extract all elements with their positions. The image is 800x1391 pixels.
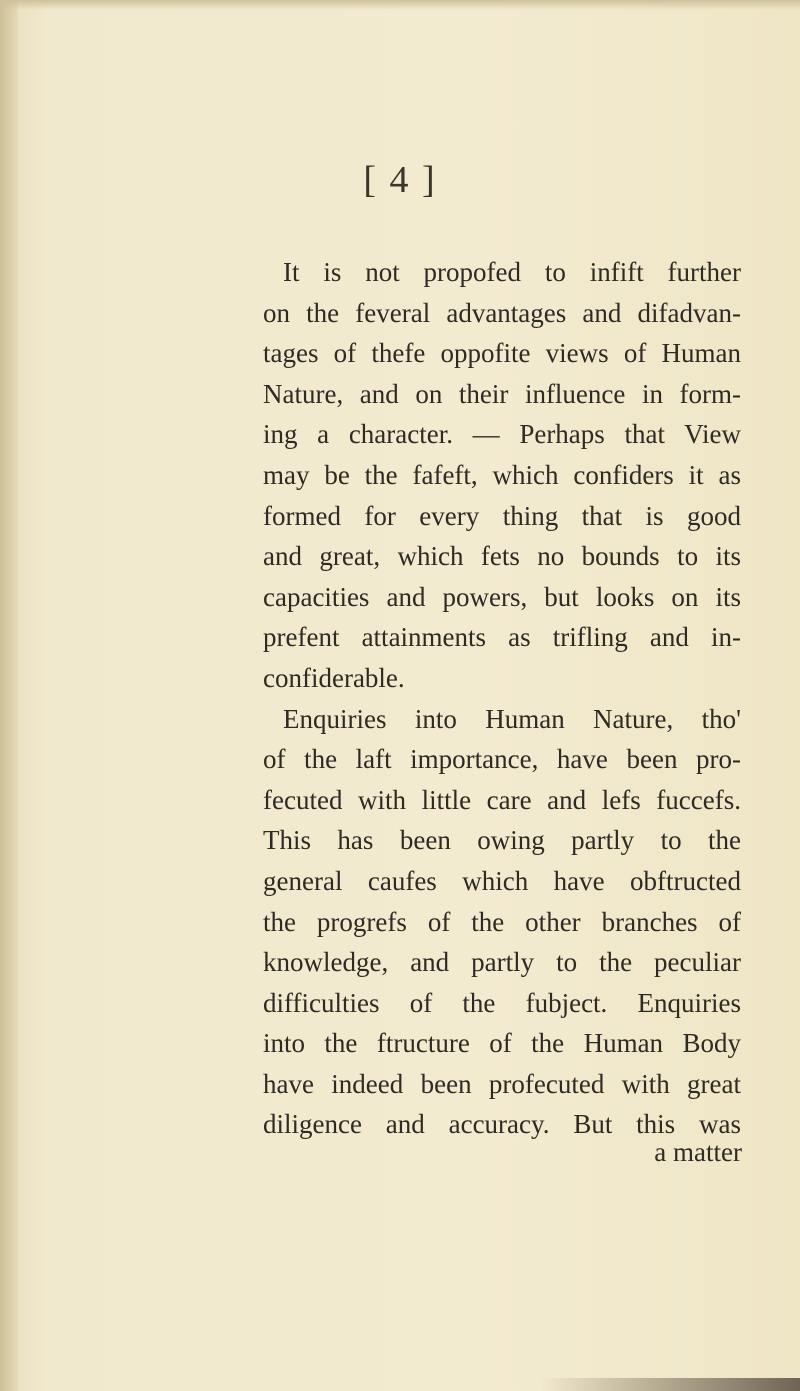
text-line: of the laft importance, have been pro-: [263, 744, 741, 775]
text-line: general caufes which have obftructed: [263, 865, 741, 896]
text-line: may be the fafeft, which confiders it as: [263, 459, 741, 490]
body-text: [263, 252, 741, 1145]
text-line: diligence and accuracy. But this was: [263, 1109, 741, 1140]
text-line: capacities and powers, but looks on its: [263, 581, 741, 612]
text-line: confiderable.: [263, 662, 405, 693]
text-line: the progrefs of the other branches of: [263, 906, 741, 937]
text-line: formed for every thing that is good: [263, 500, 741, 531]
page-top-edge: [0, 0, 800, 10]
text-line: Nature, and on their influence in form-: [263, 378, 741, 409]
page-gutter-shadow: [0, 0, 18, 1391]
text-line: This has been owing partly to the: [263, 825, 741, 856]
text-line: into the ftructure of the Human Body: [263, 1028, 741, 1059]
text-line: on the feveral advantages and difadvan-: [263, 297, 741, 328]
text-line: ing a character. — Perhaps that View: [263, 419, 741, 450]
text-line: prefent attainments as trifling and in-: [263, 622, 741, 653]
text-line: fecuted with little care and lefs fuccefs.: [263, 784, 741, 815]
text-line: difficulties of the fubject. Enquiries: [263, 987, 741, 1018]
page-bottom-edge: [540, 1378, 800, 1391]
catchword: a matter: [654, 1137, 742, 1167]
text-line: tages of thefe oppofite views of Human: [263, 338, 741, 369]
text-line: have indeed been profecuted with great: [263, 1068, 741, 1099]
text-line: knowledge, and partly to the peculiar: [263, 947, 741, 978]
page-number: [ 4 ]: [363, 159, 437, 201]
text-line: Enquiries into Human Nature, tho': [283, 703, 741, 734]
text-line: It is not propofed to infift further: [283, 257, 741, 287]
text-line: and great, which fets no bounds to its: [263, 541, 741, 572]
